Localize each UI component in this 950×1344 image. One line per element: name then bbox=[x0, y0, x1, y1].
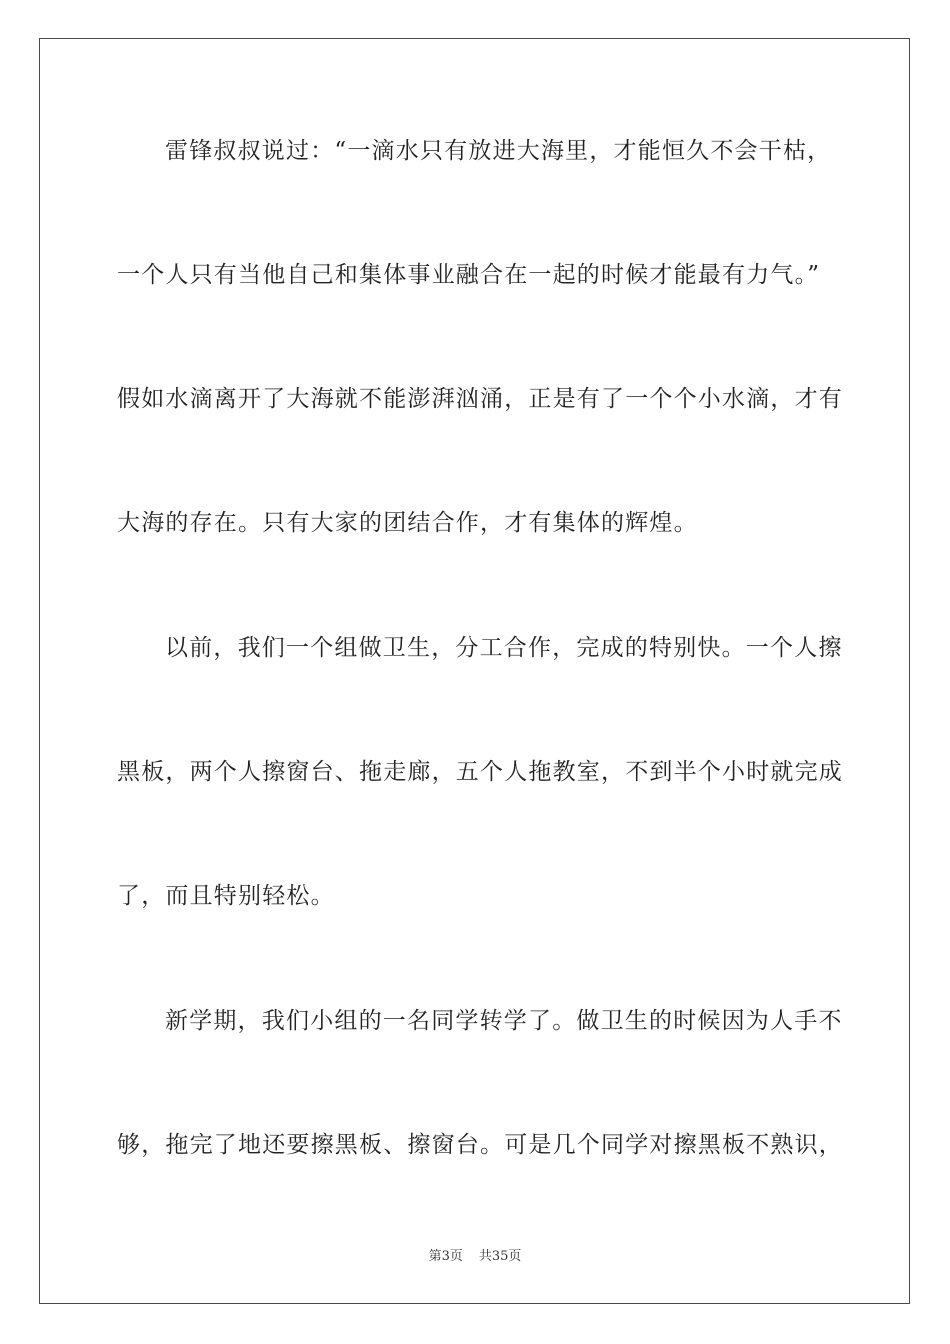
text-line: 新学期，我们小组的一名同学转学了。做卫生的时候因为人手不 bbox=[165, 1008, 843, 1034]
text-line: 假如水滴离开了大海就不能澎湃汹涌，正是有了一个个小水滴，才有 bbox=[117, 386, 843, 412]
text-line: 了，而且特别轻松。 bbox=[117, 883, 335, 909]
text-line: 雷锋叔叔说过：“一滴水只有放进大海里，才能恒久不会干枯， bbox=[165, 138, 832, 164]
page-footer bbox=[0, 1248, 950, 1266]
page-number: 第3页 bbox=[428, 1249, 463, 1264]
text-line: 一个人只有当他自己和集体事业融合在一起的时候才能最有力气。” bbox=[117, 262, 821, 288]
page-border bbox=[39, 38, 910, 1304]
text-line: 大海的存在。只有大家的团结合作，才有集体的辉煌。 bbox=[117, 510, 698, 536]
text-line: 以前，我们一个组做卫生，分工合作，完成的特别快。一个人擦 bbox=[165, 635, 843, 661]
page-total: 共35页 bbox=[478, 1249, 522, 1264]
text-line: 够，拖完了地还要擦黑板、擦窗台。可是几个同学对擦黑板不熟识， bbox=[117, 1132, 843, 1158]
text-line: 黑板，两个人擦窗台、拖走廊，五个人拖教室，不到半个小时就完成 bbox=[117, 759, 843, 785]
